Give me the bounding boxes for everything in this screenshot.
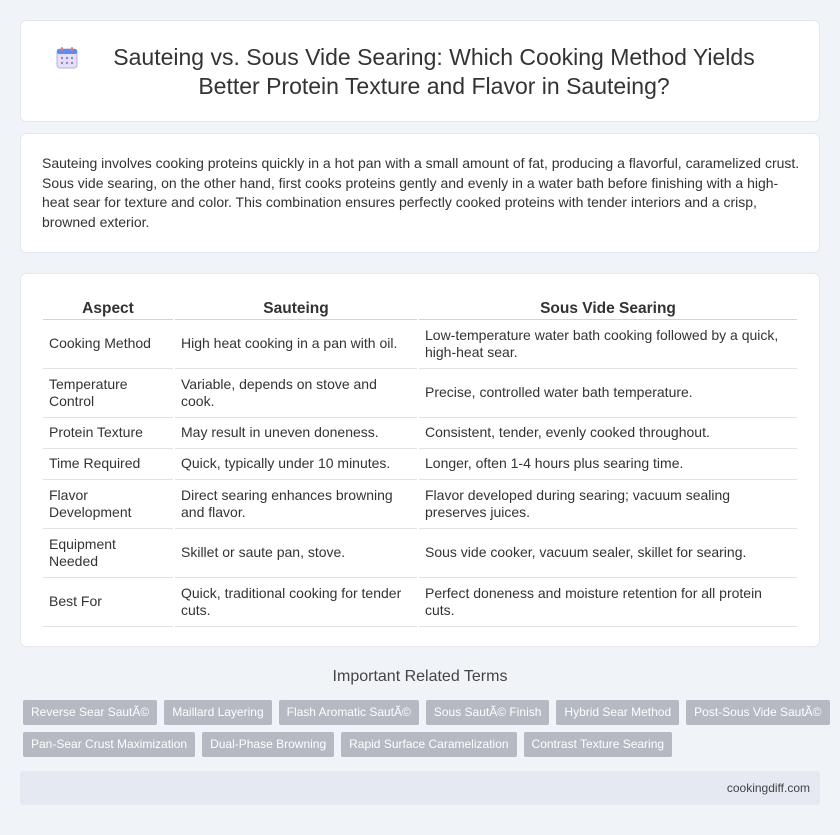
related-term-tag[interactable]: Flash Aromatic SautÃ©: [279, 700, 419, 725]
table-row: [43, 369, 797, 418]
row-sauteing: May result in uneven doneness.: [175, 418, 417, 449]
row-sous-vide: Perfect doneness and moisture retention for all protein cuts.: [419, 578, 797, 627]
row-aspect: Time Required: [43, 449, 173, 480]
related-term-tag[interactable]: Pan-Sear Crust Maximization: [23, 732, 195, 757]
row-sauteing: Direct searing enhances browning and flavor.: [175, 480, 417, 529]
page-title: Sauteing vs. Sous Vide Searing: Which Cooking Method Yields Better Protein Texture and Flavor in Sauteing?: [113, 44, 755, 99]
row-sauteing: Variable, depends on stove and cook.: [175, 369, 417, 418]
related-term-tag[interactable]: Sous SautÃ© Finish: [426, 700, 550, 725]
related-term-tag[interactable]: Maillard Layering: [164, 700, 271, 725]
related-term-tag[interactable]: Rapid Surface Caramelization: [341, 732, 516, 757]
tag-row: [23, 700, 823, 725]
tag-row: [23, 732, 823, 757]
table-row: [43, 449, 797, 480]
row-sauteing: High heat cooking in a pan with oil.: [175, 320, 417, 369]
row-sous-vide: Longer, often 1-4 hours plus searing time.: [419, 449, 797, 480]
related-term-tag[interactable]: Post-Sous Vide SautÃ©: [686, 700, 829, 725]
intro-card: [20, 133, 820, 253]
header-aspect: Aspect: [43, 296, 173, 320]
related-term-tag[interactable]: Dual-Phase Browning: [202, 732, 334, 757]
row-sous-vide: Consistent, tender, evenly cooked throughout.: [419, 418, 797, 449]
header-sauteing: Sauteing: [175, 296, 417, 320]
table-row: [43, 480, 797, 529]
related-term-tag[interactable]: Contrast Texture Searing: [524, 732, 673, 757]
table-row: [43, 578, 797, 627]
comparison-table: [41, 296, 799, 627]
row-sauteing: Quick, typically under 10 minutes.: [175, 449, 417, 480]
related-term-tag[interactable]: Hybrid Sear Method: [556, 700, 679, 725]
header-sous-vide: Sous Vide Searing: [419, 296, 797, 320]
row-aspect: Best For: [43, 578, 173, 627]
row-sous-vide: Flavor developed during searing; vacuum sealing preserves juices.: [419, 480, 797, 529]
row-aspect: Flavor Development: [43, 480, 173, 529]
comparison-card: [20, 273, 820, 647]
row-sauteing: Skillet or saute pan, stove.: [175, 529, 417, 578]
row-sous-vide: Precise, controlled water bath temperature.: [419, 369, 797, 418]
row-aspect: Cooking Method: [43, 320, 173, 369]
title-card: [20, 20, 820, 122]
calendar-icon: [54, 45, 80, 71]
row-sous-vide: Sous vide cooker, vacuum sealer, skillet for searing.: [419, 529, 797, 578]
table-header-row: [43, 296, 797, 320]
footer: [20, 771, 820, 805]
row-sous-vide: Low-temperature water bath cooking followed by a quick, high-heat sear.: [419, 320, 797, 369]
row-aspect: Temperature Control: [43, 369, 173, 418]
row-sauteing: Quick, traditional cooking for tender cuts.: [175, 578, 417, 627]
table-row: [43, 320, 797, 369]
title-wrap: [21, 43, 819, 101]
related-terms-title: Important Related Terms: [332, 668, 508, 685]
row-aspect: Protein Texture: [43, 418, 173, 449]
table-row: [43, 418, 797, 449]
related-terms-list: [23, 700, 823, 764]
intro-paragraph: Sauteing involves cooking proteins quickly in a hot pan with a small amount of fat, producing a flavorful, caramelized crust. Sous vide searing, on the other hand, first cooks proteins gently and evenly in a water bath before finishing with a high-heat sear for texture and color. This combination ensures perfectly cooked proteins with tender interiors and a crisp, browned exterior.: [42, 155, 800, 230]
related-term-tag[interactable]: Reverse Sear SautÃ©: [23, 700, 157, 725]
table-row: [43, 529, 797, 578]
row-aspect: Equipment Needed: [43, 529, 173, 578]
footer-site-link[interactable]: cookingdiff.com: [726, 781, 810, 795]
